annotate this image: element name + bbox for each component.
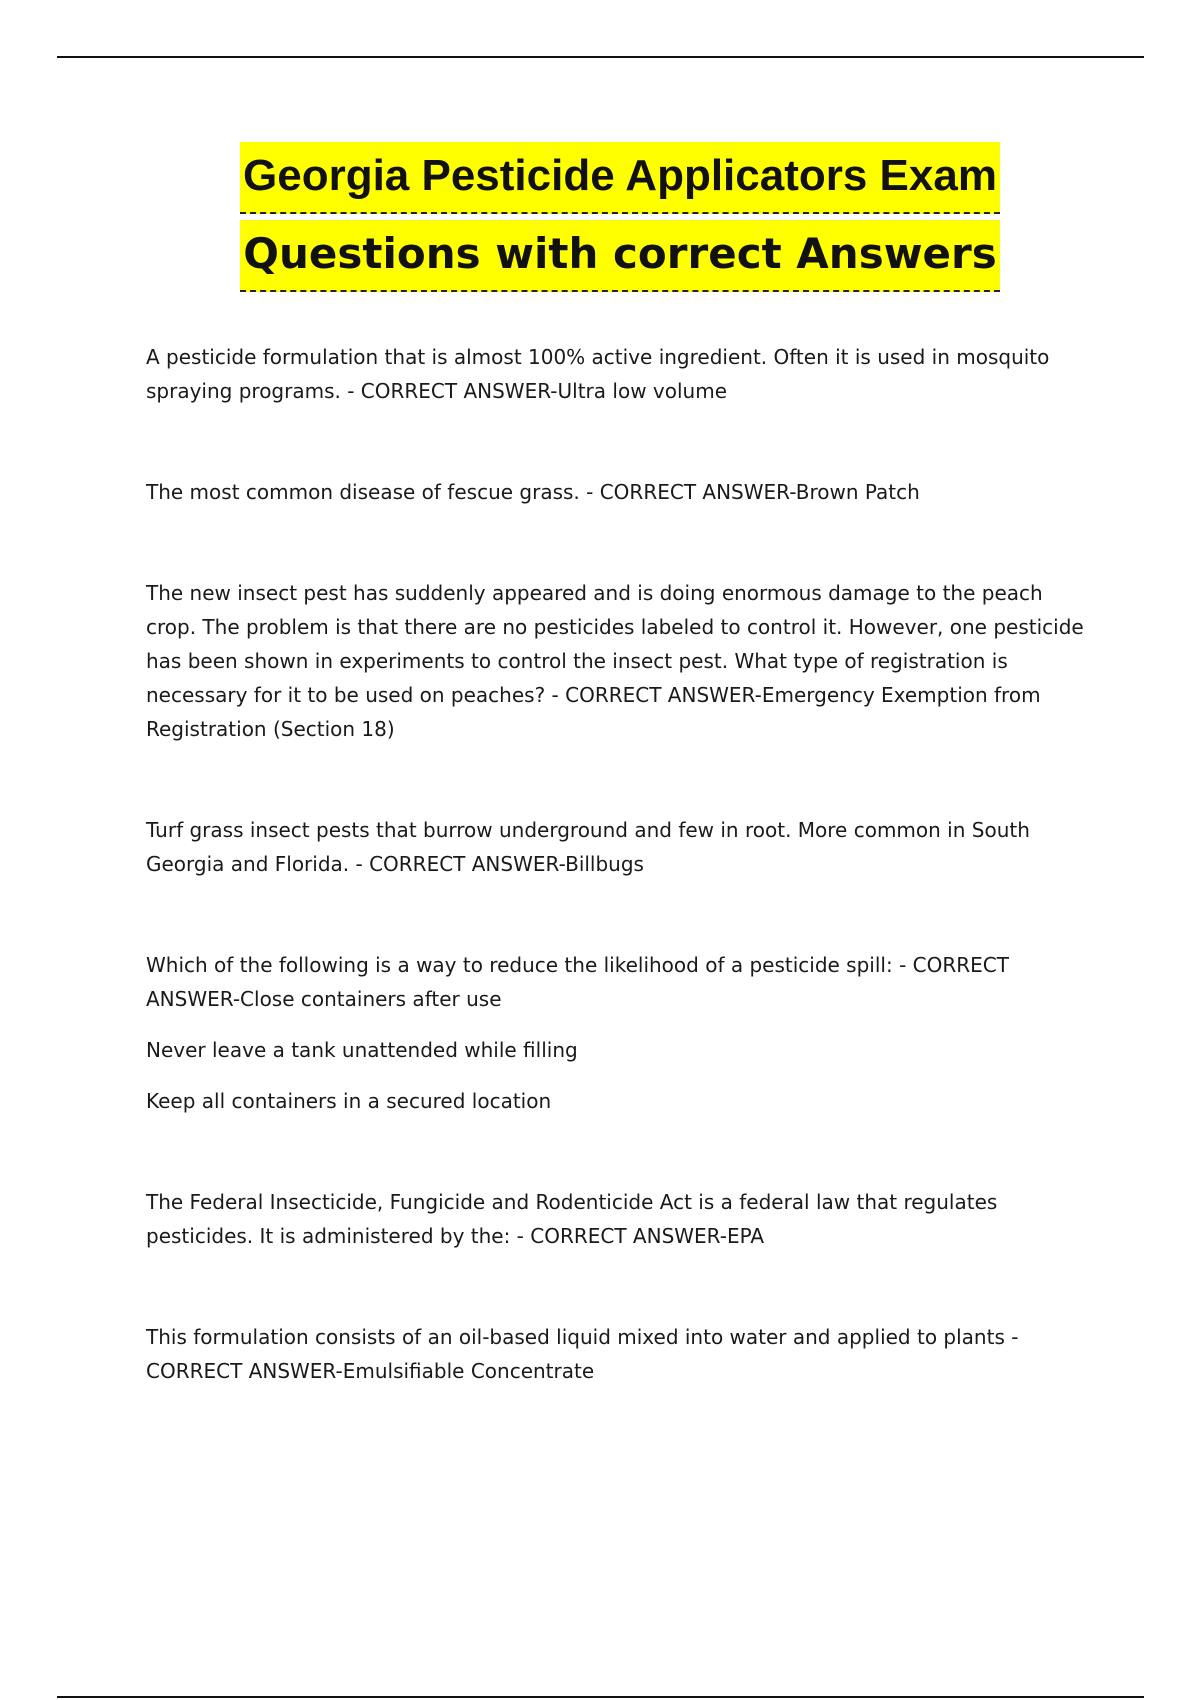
qa-item-5-extra-2: Keep all containers in a secured location: [146, 1089, 552, 1113]
footer-rule: [57, 1696, 1144, 1698]
title-line-1: Georgia Pesticide Applicators Exam: [240, 142, 1000, 214]
qa-list: [146, 340, 1086, 1388]
header-rule: [57, 56, 1144, 58]
qa-item-4: Turf grass insect pests that burrow underground and few in root. More common in South Georgia and Florida. - CORRECT ANSWER-Billbugs: [146, 818, 1030, 876]
qa-item-5-extra-1: Never leave a tank unattended while filling: [146, 1038, 578, 1062]
qa-item-1: A pesticide formulation that is almost 100% active ingredient. Often it is used in mosquito spraying programs. - CORRECT ANSWER-Ultra low volume: [146, 345, 1050, 403]
qa-item-3: The new insect pest has suddenly appeared and is doing enormous damage to the peach crop. The problem is that there are no pesticides labeled to control it. However, one pesticide has been shown in experiments to control the insect pest. What type of registration is necessary for it to be used on peaches? - CORRECT ANSWER-Emergency Exemption from Registration (Section 18): [146, 581, 1084, 741]
qa-item-6: The Federal Insecticide, Fungicide and Rodenticide Act is a federal law that regulates pesticides. It is administered by the: - CORRECT ANSWER-EPA: [146, 1190, 998, 1248]
title-line-2: Questions with correct Answers: [240, 220, 999, 292]
qa-item-7: This formulation consists of an oil-based liquid mixed into water and applied to plants - CORRECT ANSWER-Emulsifiable Concentrate: [146, 1325, 1019, 1383]
qa-item-2: The most common disease of fescue grass. - CORRECT ANSWER-Brown Patch: [146, 480, 920, 504]
qa-item-5: Which of the following is a way to reduce the likelihood of a pesticide spill: - CORRECT ANSWER-Close containers after use: [146, 953, 1009, 1011]
document-title: [0, 142, 1200, 292]
